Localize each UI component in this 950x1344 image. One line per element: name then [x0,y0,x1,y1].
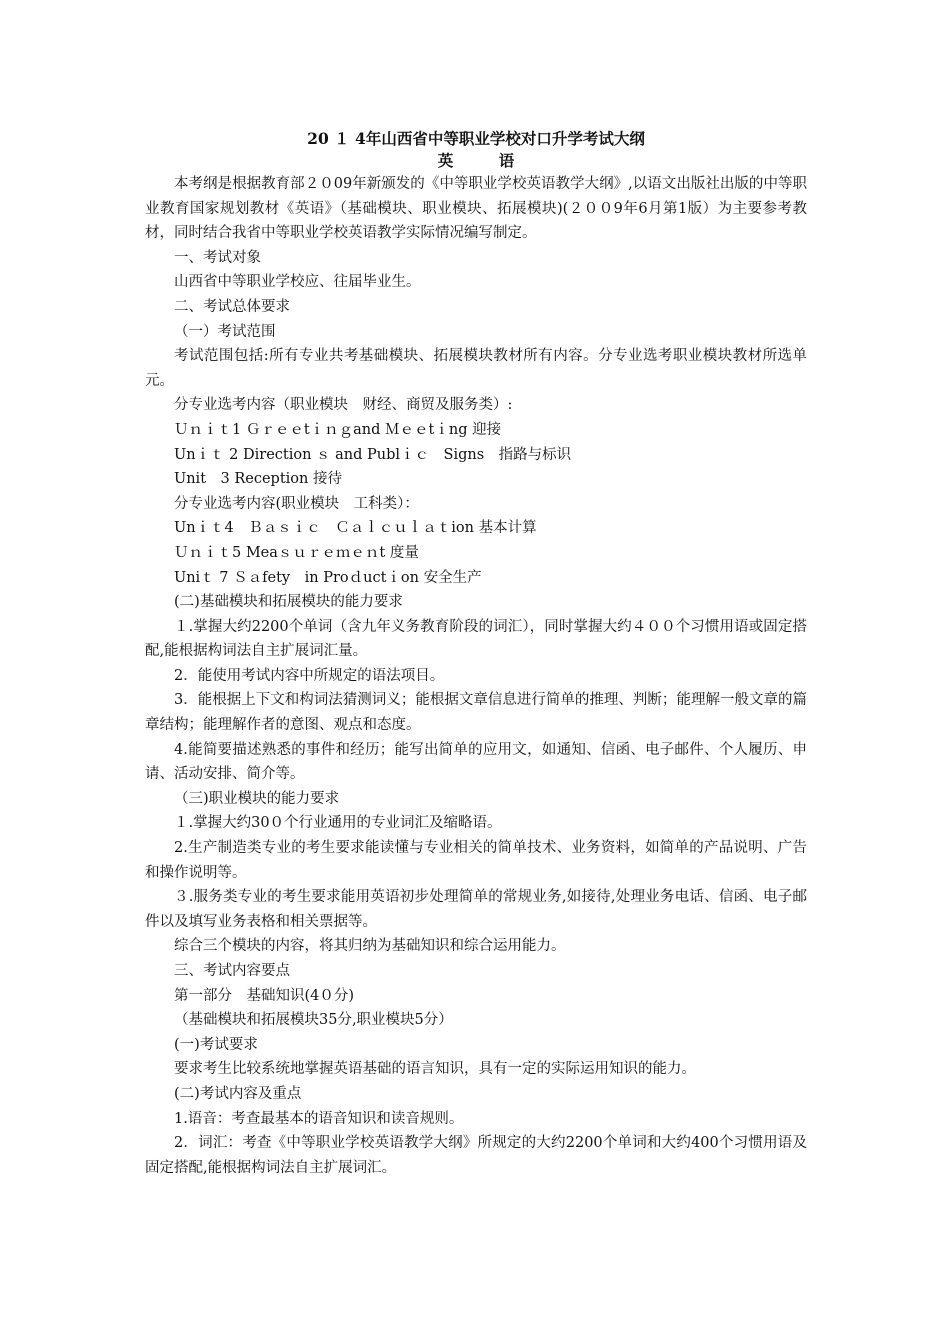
paragraph: 综合三个模块的内容，将其归纳为基础知识和综合运用能力。 [174,938,566,955]
subsection-heading: (二)考试内容及重点 [174,1085,302,1102]
unit-item: Unｉｔ4 Ｂａｓｉｃ Ｃａｌｃｕｌａｔion 基本计算 [174,520,537,537]
list-item: 1.语音：考查最基本的语音知识和读音规则。 [174,1110,464,1127]
list-item: １.掌握大约2200个单词（含九年义务教育阶段的词汇），同时掌握大约４００个习惯用语或固定搭配,能根据构词法自主扩展词汇量。 [145,618,807,660]
list-item: 2.生产制造类专业的考生要求能读懂与专业相关的简单技术、业务资料，如简单的产品说明、广告和操作说明等。 [145,840,807,881]
unit-item: Unｉｔ 2 Direction ｓ and Publｉｃ Signs 指路与标识 [174,446,572,463]
unit-item: Ｕｎｉｔ5 Meaｓｕｒｅｍｅｎt 度量 [174,544,419,561]
list-item: 3．能根据上下文和构词法猜测词义；能根据文章信息进行简单的推理、判断；能理解一般文章的篇章结构；能理解作者的意图、观点和态度。 [145,692,807,734]
subsection-heading: （三)职业模块的能力要求 [174,790,340,807]
paragraph: 考试范围包括:所有专业共考基础模块、拓展模块教材所有内容。分专业选考职业模块教材所选单元。 [145,348,807,389]
part-heading: 第一部分 基础知识(4０分) [174,987,355,1004]
unit-item: Ｕｎｉｔ1 Ｇｒｅｅtｉｎｇand Ｍｅｅtｉng 迎接 [174,421,502,438]
section-heading-3: 三、考试内容要点 [174,963,290,979]
list-item: 2．能使用考试内容中所规定的语法项目。 [174,667,445,684]
unit-item: Unit 3 Reception 接待 [174,471,342,488]
document-subtitle: 英 语 [437,151,535,170]
list-item: 2．词汇：考查《中等职业学校英语教学大纲》所规定的大约2200个单词和大约400个习惯用语及固定搭配,能根据构词法自主扩展词汇。 [145,1135,807,1176]
unit-item: Uniｔ 7 Ｓａfety in Proｄuctｉon 安全生产 [174,569,482,586]
paragraph: （基础模块和拓展模块35分,职业模块5分） [174,1012,453,1029]
document-body [145,128,807,1180]
list-item: １.掌握大约30０个行业通用的专业词汇及缩略语。 [174,815,502,832]
section-heading-1: 一、考试对象 [174,249,261,266]
paragraph: 山西省中等职业学校应、往届毕业生。 [174,274,421,291]
subsection-heading: (一)考试要求 [174,1036,258,1053]
subsection-heading: （一）考试范围 [174,323,276,340]
list-item: 4.能简要描述熟悉的事件和经历；能写出简单的应用文，如通知、信函、电子邮件、个人履历、申请、活动安排、简介等。 [145,741,807,783]
list-item: ３.服务类专业的考生要求能用英语初步处理简单的常规业务,如接待,处理业务电话、信函、电子邮件以及填写业务表格和相关票据等。 [145,889,807,930]
paragraph: 要求考生比较系统地掌握英语基础的语言知识，具有一定的实际运用知识的能力。 [174,1061,696,1078]
paragraph: 分专业选考内容(职业模块 工科类）： [174,495,419,512]
intro-paragraph: 本考纲是根据教育部２０09年新颁发的《中等职业学校英语教学大纲》,以语文出版社出版的中等职业教育国家规划教材《英语》（基础模块、职业模块、拓展模块)(２００9年6月第1版）为主要参考教材，同时结合我省中等职业学校英语教学实际情况编写制定。 [145,176,807,242]
document-title: 20 １ 4年山西省中等职业学校对口升学考试大纲 [307,129,645,148]
section-heading-2: 二、考试总体要求 [174,298,290,315]
paragraph: 分专业选考内容（职业模块 财经、商贸及服务类）: [174,397,513,414]
subsection-heading: (二)基础模块和拓展模块的能力要求 [174,594,403,611]
